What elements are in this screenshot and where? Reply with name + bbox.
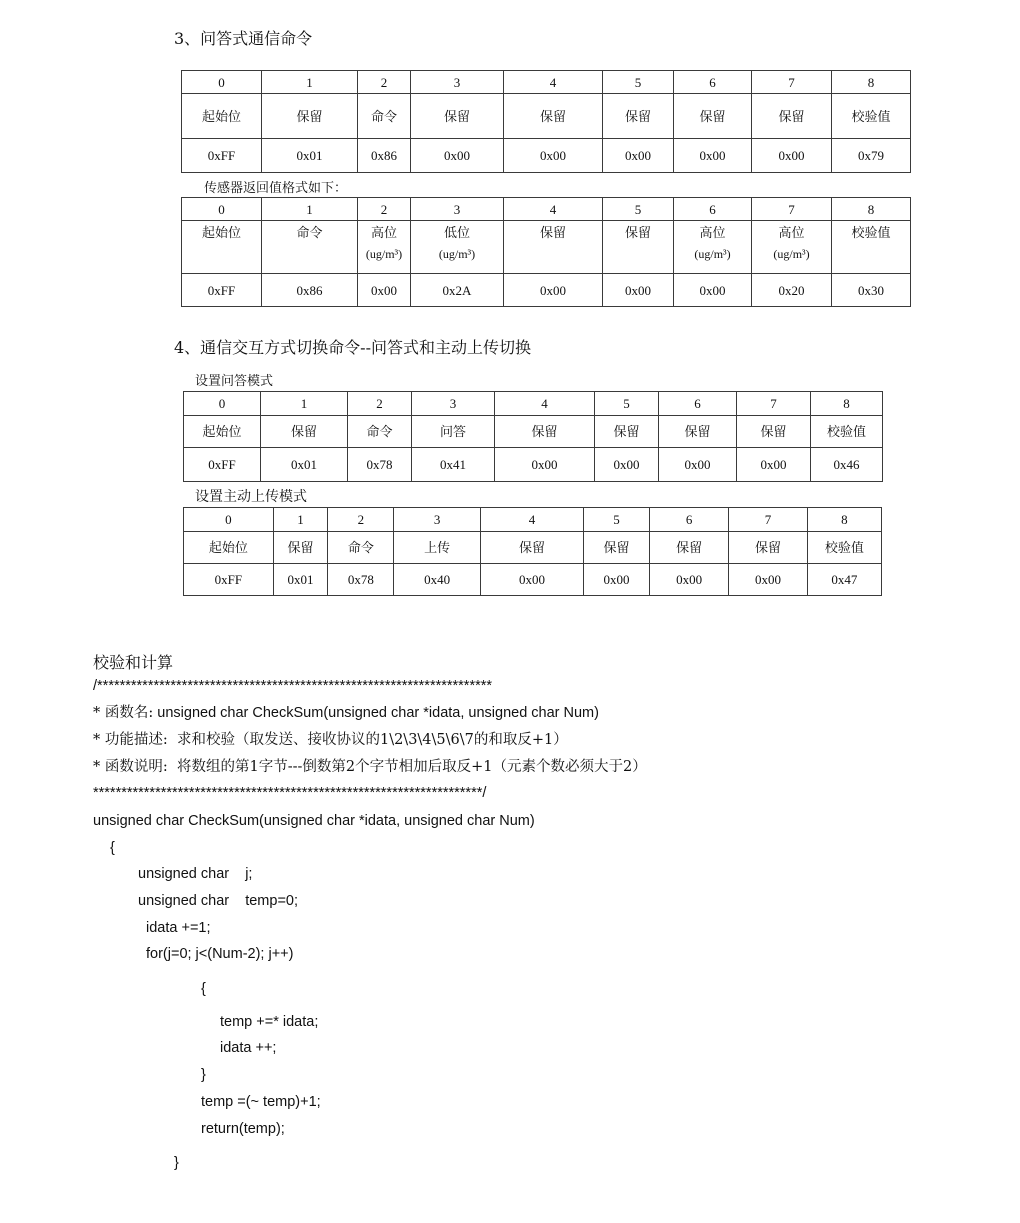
header-cell: 4 <box>495 392 595 416</box>
value-cell: 0xFF <box>182 274 262 307</box>
checksum-title: 校验和计算 <box>93 653 174 672</box>
value-cell: 0x00 <box>603 274 674 307</box>
field-unit: (ug/m³) <box>438 247 476 261</box>
header-cell: 7 <box>752 198 832 221</box>
code-line-close-brace: } <box>174 1155 179 1171</box>
header-cell: 1 <box>262 71 358 94</box>
field-cell: 上传 <box>394 532 481 564</box>
header-cell: 2 <box>328 508 394 532</box>
value-cell: 0xFF <box>184 564 274 596</box>
header-cell: 4 <box>480 508 583 532</box>
field-cell: 起始位 <box>184 416 261 448</box>
field-cell <box>182 221 262 274</box>
value-cell: 0x00 <box>649 564 728 596</box>
header-cell: 2 <box>358 198 411 221</box>
value-row <box>182 274 911 307</box>
field-cell: 保留 <box>659 416 737 448</box>
header-cell: 3 <box>412 392 495 416</box>
header-cell: 0 <box>184 392 261 416</box>
field-cell: 校验值 <box>811 416 883 448</box>
value-cell: 0x01 <box>262 139 358 173</box>
field-cell: 保留 <box>752 94 832 139</box>
header-cell: 3 <box>394 508 481 532</box>
field-unit: (ug/m³) <box>773 247 810 261</box>
field-cell <box>752 221 832 274</box>
header-cell: 0 <box>184 508 274 532</box>
header-cell: 1 <box>273 508 328 532</box>
field-cell: 保留 <box>261 416 348 448</box>
qa-mode-caption: 设置问答模式 <box>195 374 274 389</box>
header-cell: 4 <box>504 198 603 221</box>
header-row <box>184 392 883 416</box>
note-value: 将数组的第1字节---倒数第2个字节相加后取反+1（元素个数必须大于2） <box>167 759 647 775</box>
code-line-idata-inc: idata +=1; <box>146 920 211 936</box>
field-row <box>182 94 911 139</box>
code-line-signature: unsigned char CheckSum(unsigned char *idata, unsigned char Num) <box>93 813 535 829</box>
field-cell: 保留 <box>737 416 811 448</box>
header-cell: 8 <box>807 508 881 532</box>
field-cell: 起始位 <box>182 94 262 139</box>
value-cell: 0x01 <box>273 564 328 596</box>
header-cell: 7 <box>752 71 832 94</box>
desc-label: * 功能描述: <box>93 732 168 748</box>
value-cell: 0x00 <box>411 139 504 173</box>
field-unit: (ug/m³) <box>365 247 403 261</box>
code-line-loop-close: } <box>201 1067 206 1083</box>
field-cell: 保留 <box>603 94 674 139</box>
code-line-negate: temp =(~ temp)+1; <box>201 1094 321 1110</box>
field-cell: 保留 <box>262 94 358 139</box>
value-row <box>184 448 883 482</box>
header-cell: 4 <box>504 71 603 94</box>
field-name: 保留 <box>624 225 651 240</box>
header-cell: 3 <box>411 71 504 94</box>
field-name: 保留 <box>539 225 566 240</box>
value-cell: 0x46 <box>811 448 883 482</box>
field-cell: 命令 <box>358 94 411 139</box>
value-cell: 0x78 <box>328 564 394 596</box>
note-label: * 函数说明: <box>93 759 168 775</box>
code-line-for: for(j=0; j<(Num-2); j++) <box>146 946 294 962</box>
value-cell: 0x00 <box>584 564 650 596</box>
field-name: 高位 <box>699 225 726 240</box>
header-cell: 2 <box>348 392 412 416</box>
field-row <box>184 416 883 448</box>
header-cell: 7 <box>729 508 807 532</box>
field-name: 命令 <box>296 225 323 240</box>
value-cell: 0x00 <box>603 139 674 173</box>
value-cell: 0x00 <box>504 274 603 307</box>
value-cell: 0x00 <box>737 448 811 482</box>
section4-title: 4、通信交互方式切换命令--问答式和主动上传切换 <box>174 338 531 357</box>
header-cell: 6 <box>674 198 752 221</box>
header-row <box>182 198 911 221</box>
field-name: 高位 <box>778 225 805 240</box>
header-cell: 6 <box>649 508 728 532</box>
value-cell: 0xFF <box>184 448 261 482</box>
header-cell: 8 <box>832 198 911 221</box>
reply-format-caption: 传感器返回值格式如下： <box>204 181 348 196</box>
field-row <box>184 532 882 564</box>
header-cell: 5 <box>603 198 674 221</box>
value-cell: 0x41 <box>412 448 495 482</box>
field-name: 校验值 <box>851 225 891 240</box>
field-name: 高位 <box>370 225 397 240</box>
field-cell <box>603 221 674 274</box>
field-cell: 保留 <box>595 416 659 448</box>
header-cell: 1 <box>262 198 358 221</box>
field-cell <box>832 221 911 274</box>
upload-mode-caption: 设置主动上传模式 <box>195 489 307 505</box>
field-cell: 校验值 <box>832 94 911 139</box>
value-cell: 0x00 <box>729 564 807 596</box>
header-cell: 6 <box>659 392 737 416</box>
query-command-table <box>181 70 911 173</box>
field-cell: 保留 <box>480 532 583 564</box>
comment-close: *********************************************************************/ <box>93 785 487 801</box>
value-cell: 0x79 <box>832 139 911 173</box>
field-cell: 保留 <box>495 416 595 448</box>
value-cell: 0x00 <box>480 564 583 596</box>
section3-title: 3、问答式通信命令 <box>174 29 313 48</box>
header-cell: 3 <box>411 198 504 221</box>
field-cell <box>411 221 504 274</box>
header-cell: 7 <box>737 392 811 416</box>
value-cell: 0x00 <box>674 139 752 173</box>
value-cell: 0x00 <box>495 448 595 482</box>
value-row <box>182 139 911 173</box>
value-cell: 0x00 <box>358 274 411 307</box>
field-cell: 命令 <box>348 416 412 448</box>
header-cell: 6 <box>674 71 752 94</box>
field-cell <box>262 221 358 274</box>
header-cell: 0 <box>182 198 262 221</box>
field-cell: 校验值 <box>807 532 881 564</box>
field-cell: 保留 <box>674 94 752 139</box>
value-cell: 0x00 <box>595 448 659 482</box>
code-line-ptr-inc: idata ++; <box>220 1040 277 1056</box>
comment-note <box>93 757 647 777</box>
field-cell <box>358 221 411 274</box>
field-cell: 起始位 <box>184 532 274 564</box>
value-cell: 0x47 <box>807 564 881 596</box>
value-cell: 0x20 <box>752 274 832 307</box>
value-cell: 0x86 <box>358 139 411 173</box>
code-line-open-brace: { <box>110 840 115 856</box>
field-name: 低位 <box>443 225 470 240</box>
comment-description <box>93 730 568 750</box>
code-line-decl-temp: unsigned char temp=0; <box>138 893 299 909</box>
header-cell: 8 <box>832 71 911 94</box>
field-cell: 保留 <box>273 532 328 564</box>
value-row <box>184 564 882 596</box>
value-cell: 0x00 <box>659 448 737 482</box>
qa-mode-table <box>183 391 883 482</box>
header-row <box>184 508 882 532</box>
func-name-label: * 函数名: <box>93 705 154 721</box>
func-name-value: unsigned char CheckSum(unsigned char *idata, unsigned char Num) <box>153 705 599 721</box>
header-row <box>182 71 911 94</box>
field-cell: 保留 <box>649 532 728 564</box>
code-line-loop-open: { <box>201 981 206 997</box>
field-cell: 问答 <box>412 416 495 448</box>
field-cell <box>674 221 752 274</box>
field-row <box>182 221 911 274</box>
field-cell: 命令 <box>328 532 394 564</box>
header-cell: 5 <box>603 71 674 94</box>
value-cell: 0x40 <box>394 564 481 596</box>
value-cell: 0x00 <box>752 139 832 173</box>
field-cell <box>504 221 603 274</box>
field-cell: 保留 <box>729 532 807 564</box>
field-unit: (ug/m³) <box>694 247 731 261</box>
comment-open: /********************************************************************** <box>93 678 493 694</box>
desc-value: 求和校验（取发送、接收协议的1\2\3\4\5\6\7的和取反+1） <box>167 732 568 748</box>
value-cell: 0x30 <box>832 274 911 307</box>
field-cell: 保留 <box>411 94 504 139</box>
value-cell: 0x86 <box>262 274 358 307</box>
field-cell: 保留 <box>584 532 650 564</box>
header-cell: 5 <box>584 508 650 532</box>
value-cell: 0x2A <box>411 274 504 307</box>
code-line-sum: temp +=* idata; <box>220 1014 319 1030</box>
header-cell: 0 <box>182 71 262 94</box>
comment-function-name <box>93 703 599 723</box>
sensor-reply-table <box>181 197 911 307</box>
field-name: 起始位 <box>201 225 241 240</box>
value-cell: 0x78 <box>348 448 412 482</box>
header-cell: 2 <box>358 71 411 94</box>
value-cell: 0x00 <box>504 139 603 173</box>
field-cell: 保留 <box>504 94 603 139</box>
header-cell: 1 <box>261 392 348 416</box>
header-cell: 8 <box>811 392 883 416</box>
value-cell: 0x01 <box>261 448 348 482</box>
value-cell: 0x00 <box>674 274 752 307</box>
value-cell: 0xFF <box>182 139 262 173</box>
code-line-return: return(temp); <box>201 1121 285 1137</box>
code-line-decl-j: unsigned char j; <box>138 866 253 882</box>
upload-mode-table <box>183 507 882 596</box>
header-cell: 5 <box>595 392 659 416</box>
